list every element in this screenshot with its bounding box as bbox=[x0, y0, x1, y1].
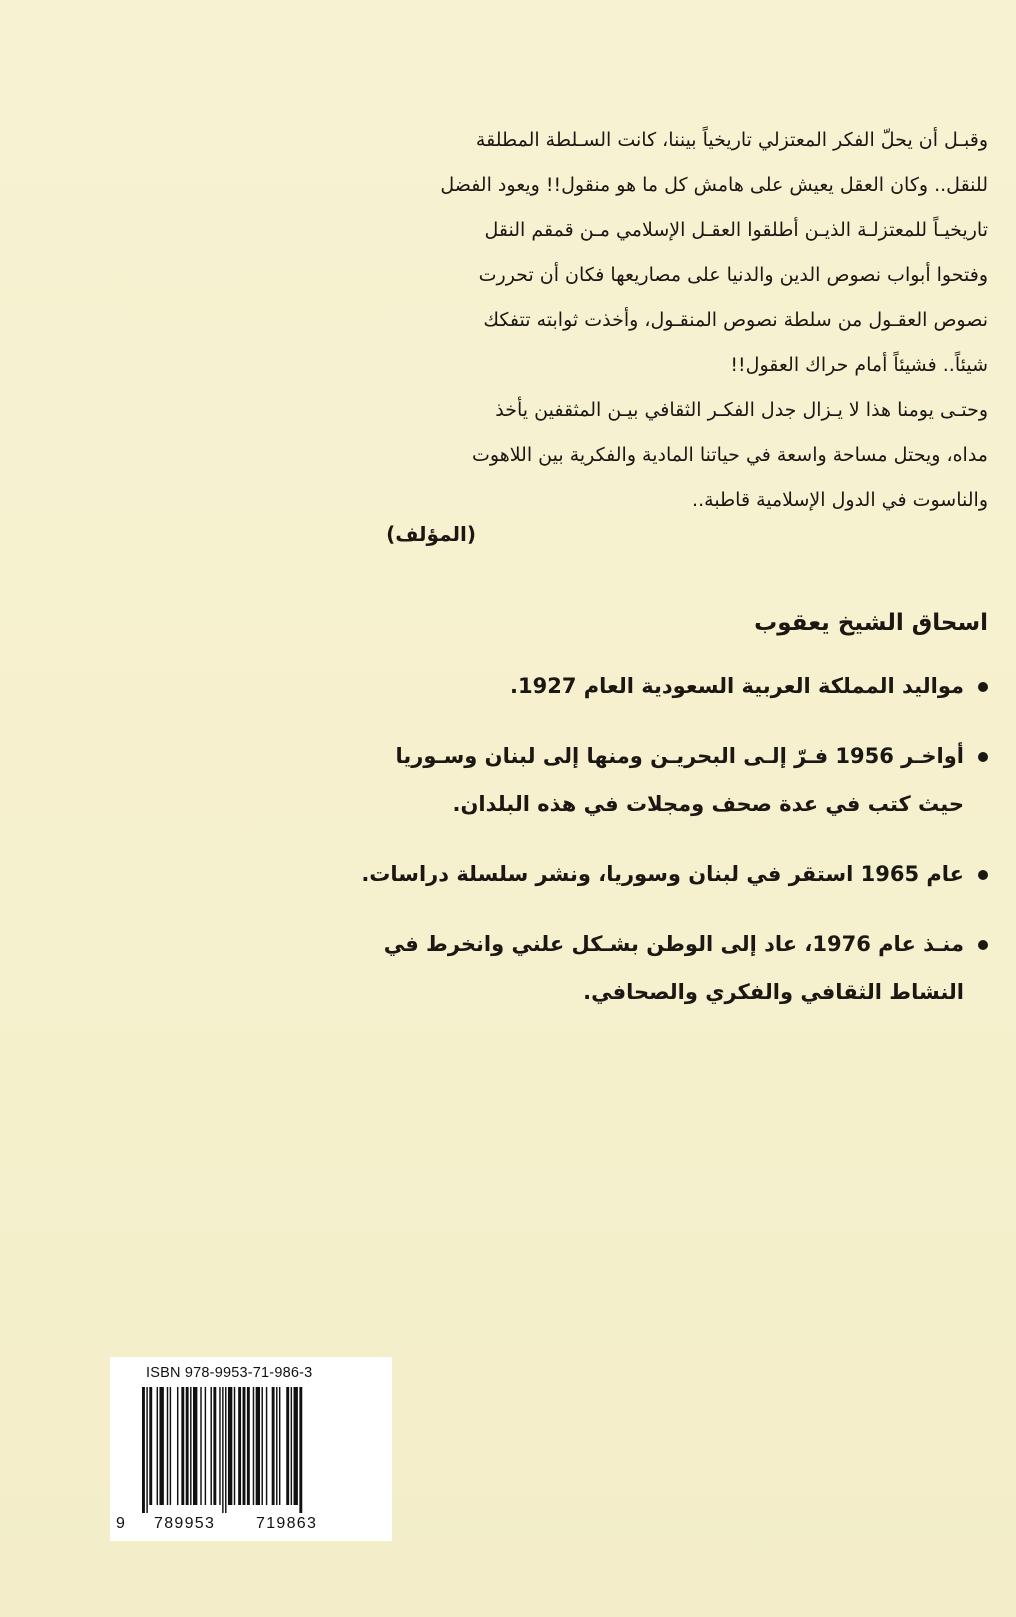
bio-item bbox=[288, 732, 988, 828]
intro-line: وحتـى يومنا هذا لا يـزال جدل الفكـر الثقافي بيـن المثقفين يأخذ bbox=[495, 399, 988, 421]
bio-item bbox=[288, 850, 988, 898]
isbn-barcode bbox=[110, 1357, 392, 1541]
barcode-bar bbox=[159, 1387, 163, 1505]
barcode-bar bbox=[181, 1387, 184, 1505]
barcode-bar bbox=[266, 1387, 267, 1505]
barcode-bar bbox=[222, 1387, 223, 1513]
barcode-digit-group: 789953 bbox=[154, 1515, 216, 1532]
barcode-bar bbox=[146, 1387, 147, 1513]
barcode-bar bbox=[213, 1387, 216, 1505]
barcode-bar bbox=[253, 1387, 254, 1505]
barcode-bar bbox=[149, 1387, 152, 1505]
barcode-bar bbox=[210, 1387, 211, 1505]
barcode-bar bbox=[219, 1387, 220, 1505]
barcode-bar bbox=[177, 1387, 178, 1505]
barcode-bar bbox=[238, 1387, 241, 1505]
barcode-bar bbox=[276, 1387, 277, 1505]
barcode-bar bbox=[247, 1387, 250, 1505]
intro-line: شيئاً.. فشيئاً أمام حراك العقول!! bbox=[730, 354, 988, 376]
author-name: اسحاق الشيخ يعقوب bbox=[754, 610, 988, 636]
author-signature: (المؤلف) bbox=[386, 522, 476, 546]
barcode-bar bbox=[193, 1387, 197, 1505]
barcode-bar bbox=[261, 1387, 262, 1505]
barcode-bar bbox=[186, 1387, 189, 1505]
bullet-icon bbox=[978, 752, 988, 762]
barcode-bar bbox=[291, 1387, 292, 1505]
barcode-bar bbox=[234, 1387, 235, 1505]
barcode-digit-group: 719863 bbox=[256, 1515, 318, 1532]
intro-line: والناسوت في الدول الإسلامية قاطبة.. bbox=[692, 489, 988, 511]
intro-line: وفتحوا أبواب نصوص الدين والدنيا على مصاريعها فكان أن تحررت bbox=[478, 264, 988, 286]
barcode-bar bbox=[190, 1387, 191, 1505]
barcode-digits bbox=[114, 1515, 384, 1537]
barcode-bar bbox=[272, 1387, 275, 1505]
bio-line: أواخـر 1956 فـرّ إلـى البحريـن ومنها إلى لبنان وسـوريا bbox=[395, 744, 964, 768]
bullet-icon bbox=[978, 940, 988, 950]
barcode-bar bbox=[286, 1387, 289, 1505]
intro-line: للنقل.. وكان العقل يعيش على هامش كل ما هو منقول!! ويعود الفضل bbox=[440, 174, 988, 196]
intro-paragraph bbox=[298, 118, 988, 523]
barcode-bar bbox=[299, 1387, 302, 1513]
barcode-bar bbox=[167, 1387, 168, 1505]
barcode-bar bbox=[243, 1387, 246, 1505]
intro-line: تاريخيـاً للمعتزلـة الذيـن أطلقوا العقـل الإسلامي مـن قمقم النقل bbox=[484, 219, 988, 241]
barcode-bar bbox=[142, 1387, 145, 1513]
isbn-label: ISBN 978-9953-71-986-3 bbox=[146, 1365, 313, 1381]
bio-line: منـذ عام 1976، عاد إلى الوطن بشـكل علني وانخرط في bbox=[383, 932, 964, 956]
intro-line: مداه، ويحتل مساحة واسعة في حياتنا المادية والفكرية بين اللاهوت bbox=[472, 444, 988, 466]
barcode-bar bbox=[279, 1387, 280, 1505]
intro-line: وقبـل أن يحلّ الفكر المعتزلي تاريخياً بيننا، كانت السـلطة المطلقة bbox=[475, 129, 988, 151]
barcode-bars bbox=[140, 1387, 370, 1513]
barcode-bar bbox=[256, 1387, 260, 1505]
intro-line: نصوص العقـول من سلطة نصوص المنقـول، وأخذت ثوابته تتفكك bbox=[483, 309, 988, 331]
bio-line: عام 1965 استقر في لبنان وسوريا، ونشر سلسلة دراسات. bbox=[361, 862, 964, 886]
barcode-bar bbox=[205, 1387, 206, 1505]
barcode-bar bbox=[294, 1387, 298, 1505]
barcode-bar bbox=[225, 1387, 226, 1513]
bio-list bbox=[288, 662, 988, 1016]
bio-line: مواليد المملكة العربية السعودية العام 1927. bbox=[510, 674, 964, 698]
bio-line: حيث كتب في عدة صحف ومجلات في هذه البلدان. bbox=[452, 792, 964, 816]
bio-item bbox=[288, 662, 988, 710]
bullet-icon bbox=[978, 682, 988, 692]
barcode-bar bbox=[157, 1387, 158, 1505]
barcode-bar bbox=[200, 1387, 201, 1505]
bio-item bbox=[288, 920, 988, 1016]
bio-line: النشاط الثقافي والفكري والصحافي. bbox=[583, 980, 964, 1004]
author-bio bbox=[288, 610, 988, 1038]
barcode-digit-lead: 9 bbox=[116, 1515, 125, 1532]
barcode-bar bbox=[170, 1387, 171, 1505]
bullet-icon bbox=[978, 870, 988, 880]
barcode-bar bbox=[228, 1387, 232, 1505]
